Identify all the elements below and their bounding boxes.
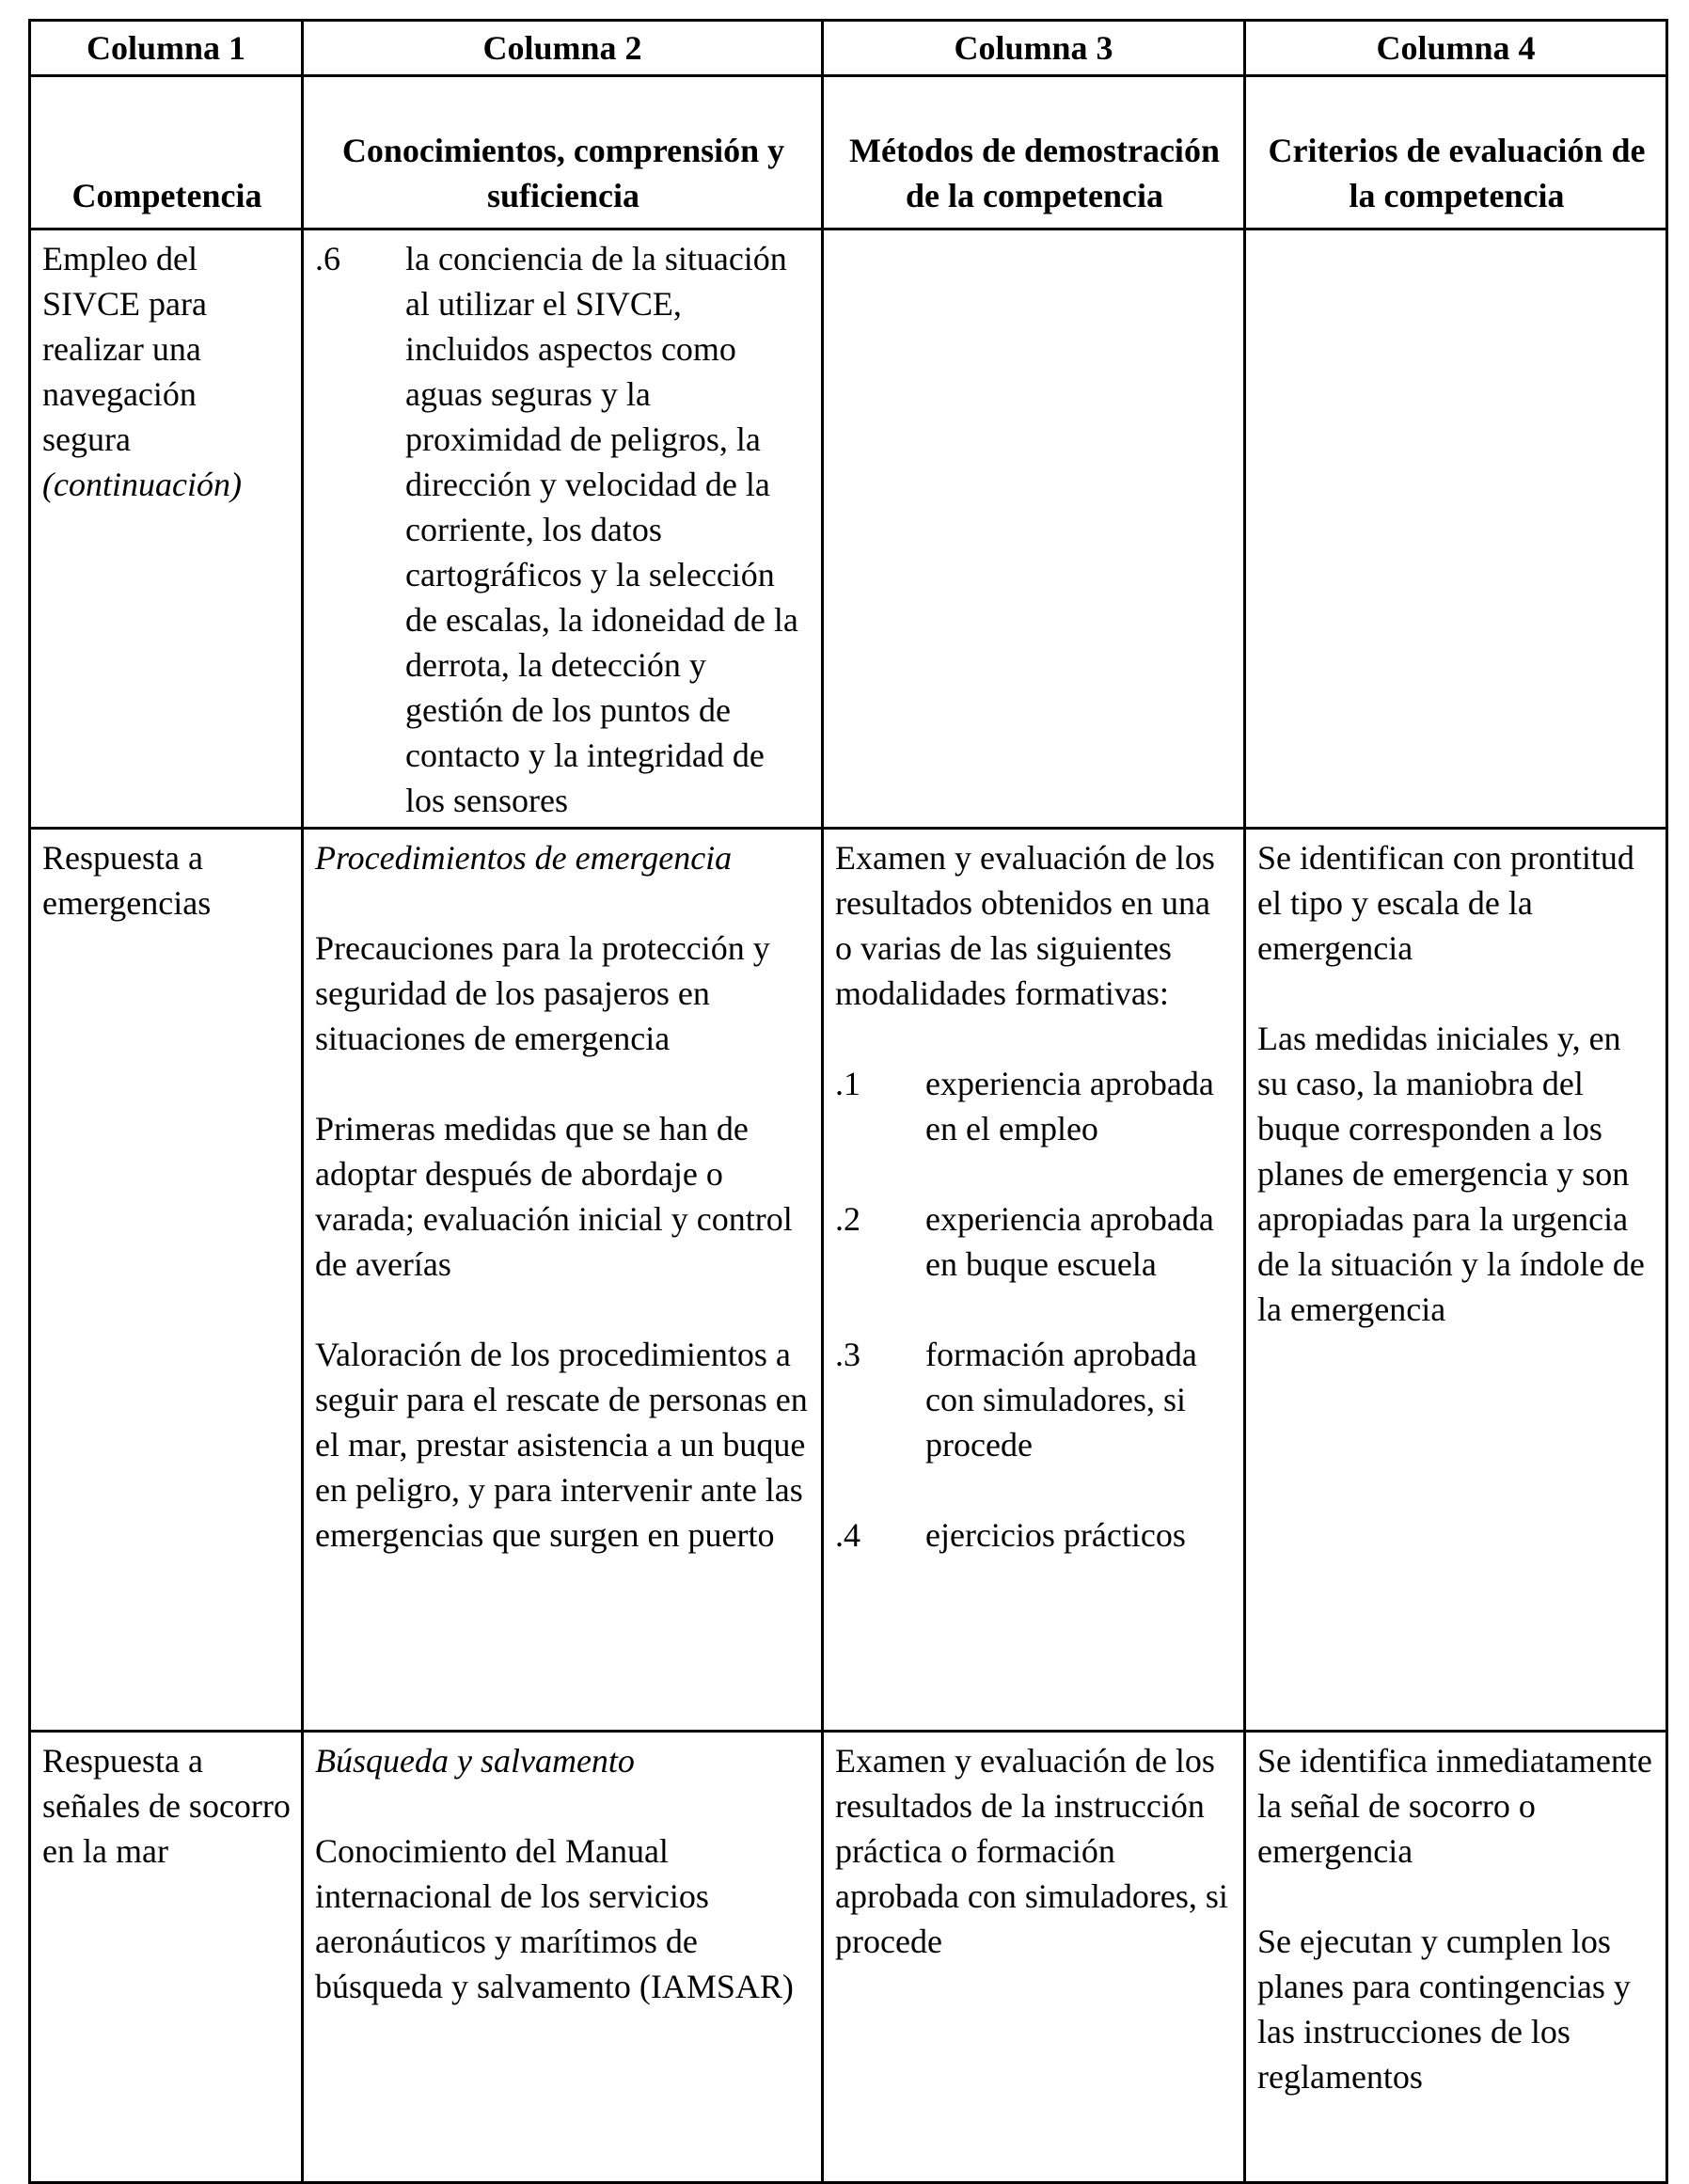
header-competencia: Competencia — [30, 76, 303, 229]
criteria-paragraph: Se identifican con prontitud el tipo y escala de la emergencia — [1257, 839, 1634, 967]
column-number-2: Columna 2 — [303, 21, 823, 76]
criteria-paragraph: Se identifica inmediatamente la señal de socorro o emergencia — [1257, 1742, 1652, 1870]
item-text: experiencia aprobada en buque escuela — [925, 1200, 1214, 1283]
methods-list-item — [835, 1512, 1234, 1558]
knowledge-paragraph: Primeras medidas que se han de adoptar después de abordaje o varada; evaluación inicial y control de averías — [315, 1110, 793, 1283]
header-metodos: Métodos de demostración de la competencia — [823, 76, 1245, 229]
knowledge-list-item — [315, 236, 812, 823]
competence-table — [28, 19, 1668, 2184]
methods-intro: Examen y evaluación de los resultados de la instrucción práctica o formación aprobada con simuladores, si procede — [835, 1742, 1228, 1960]
competencia-text: Empleo del SIVCE para realizar una navegación segura — [42, 240, 207, 458]
table-row — [30, 829, 1667, 1732]
competencia-cell — [30, 229, 303, 829]
criteria-cell — [1245, 229, 1667, 829]
item-text: la conciencia de la situación al utilizar el SIVCE, incluidos aspectos como aguas seguras y la proximidad de peligros, la dirección y velocidad de la corriente, los datos cartográficos y la selección de escalas, la idoneidad de la derrota, la detección y gestión de los puntos de contacto y la integridad de los sensores — [405, 240, 798, 819]
criteria-paragraph: Las medidas iniciales y, en su caso, la maniobra del buque corresponden a los planes de emergencia y son apropiadas para la urgencia de la situación y la índole de la emergencia — [1257, 1020, 1645, 1328]
methods-list-item — [835, 1061, 1234, 1151]
item-text: formación aprobada con simuladores, si procede — [925, 1336, 1197, 1464]
item-number: .3 — [835, 1336, 860, 1373]
knowledge-cell — [303, 1732, 823, 2183]
column-number-1: Columna 1 — [30, 21, 303, 76]
knowledge-paragraph: Valoración de los procedimientos a seguir para el rescate de personas en el mar, prestar asistencia a un buque en peligro, y para intervenir ante las emergencias que surgen en puerto — [315, 1336, 808, 1554]
methods-list-item — [835, 1196, 1234, 1287]
table-row — [30, 1732, 1667, 2183]
methods-list-item — [835, 1332, 1234, 1467]
criteria-paragraph: Se ejecutan y cumplen los planes para contingencias y las instrucciones de los reglamentos — [1257, 1923, 1631, 2096]
competencia-text: Respuesta a emergencias — [42, 839, 212, 922]
item-number: .2 — [835, 1200, 860, 1238]
item-number: .1 — [835, 1065, 860, 1102]
competencia-text: Respuesta a señales de socorro en la mar — [42, 1742, 291, 1870]
continuation-note: (continuación) — [42, 466, 242, 503]
column-header-row — [30, 76, 1667, 229]
competencia-cell — [30, 1732, 303, 2183]
methods-cell — [823, 229, 1245, 829]
knowledge-paragraph: Conocimiento del Manual internacional de los servicios aeronáuticos y marítimos de búsqueda y salvamento (IAMSAR) — [315, 1832, 794, 2005]
column-number-row — [30, 21, 1667, 76]
column-number-3: Columna 3 — [823, 21, 1245, 76]
table-row — [30, 229, 1667, 829]
criteria-cell — [1245, 1732, 1667, 2183]
knowledge-cell — [303, 229, 823, 829]
knowledge-paragraph: Precauciones para la protección y seguridad de los pasajeros en situaciones de emergencia — [315, 929, 770, 1057]
header-criterios: Criterios de evaluación de la competencia — [1245, 76, 1667, 229]
knowledge-cell — [303, 829, 823, 1732]
knowledge-heading: Procedimientos de emergencia — [315, 839, 733, 877]
methods-intro: Examen y evaluación de los resultados obtenidos en una o varias de las siguientes modalidades formativas: — [835, 839, 1215, 1012]
item-text: ejercicios prácticos — [925, 1516, 1186, 1554]
methods-cell — [823, 1732, 1245, 2183]
header-conocimientos: Conocimientos, comprensión y suficiencia — [303, 76, 823, 229]
competencia-cell — [30, 829, 303, 1732]
knowledge-heading: Búsqueda y salvamento — [315, 1742, 635, 1780]
methods-cell — [823, 829, 1245, 1732]
column-number-4: Columna 4 — [1245, 21, 1667, 76]
criteria-cell — [1245, 829, 1667, 1732]
item-number: .4 — [835, 1516, 860, 1554]
item-text: experiencia aprobada en el empleo — [925, 1065, 1214, 1147]
item-number: .6 — [315, 240, 340, 277]
